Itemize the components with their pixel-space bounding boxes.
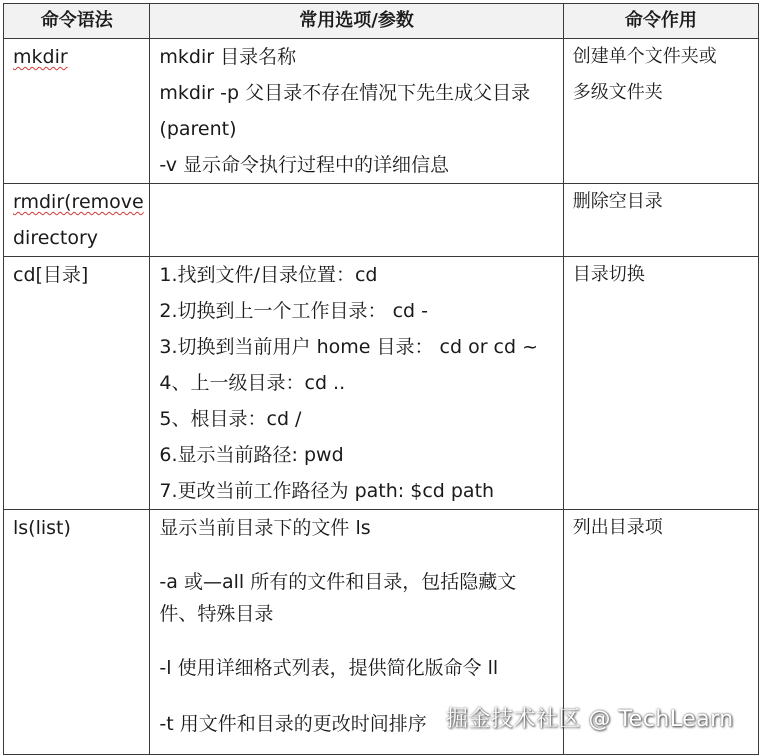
option-line: 5、根目录：cd / [159, 408, 302, 430]
cell-syntax [4, 257, 150, 510]
option-line: -v 显示命令执行过程中的详细信息 [159, 154, 450, 176]
syntax-line: ls(list) [13, 517, 71, 539]
purpose-line: 创建单个文件夹或 [572, 46, 717, 67]
option-line: 1.找到文件/目录位置：cd [159, 264, 378, 286]
table-row [4, 257, 759, 510]
syntax-line: directory [13, 227, 98, 249]
option-line: 3.切换到当前用户 home 目录： cd or cd ~ [159, 336, 539, 358]
option-line: (parent) [159, 118, 237, 140]
option-line: mkdir 目录名称 [159, 46, 297, 68]
cell-options [150, 257, 563, 510]
option-line: -t 用文件和目录的更改时间排序 [159, 713, 427, 735]
watermark: 掘金技术社区 @ TechLearn [446, 707, 734, 732]
option-line: 6.显示当前路径: pwd [159, 444, 344, 466]
cell-purpose [563, 184, 758, 257]
purpose-line: 多级文件夹 [572, 82, 663, 103]
cell-options [150, 39, 563, 184]
purpose-line: 目录切换 [572, 264, 645, 285]
purpose-line: 删除空目录 [572, 191, 663, 212]
header-syntax: 命令语法 [4, 4, 150, 39]
option-line: 7.更改当前工作路径为 path: $cd path [159, 480, 495, 502]
header-purpose: 命令作用 [563, 4, 758, 39]
cell-options [150, 184, 563, 257]
header-row [4, 4, 759, 39]
cell-purpose [563, 39, 758, 184]
syntax-line: cd[目录] [13, 264, 89, 286]
cell-purpose [563, 257, 758, 510]
option-line: mkdir -p 父目录不存在情况下先生成父目录 [159, 82, 531, 104]
table-row [4, 184, 759, 257]
purpose-line: 列出目录项 [572, 517, 663, 538]
option-line: 2.切换到上一个工作目录： cd - [159, 300, 428, 322]
syntax-line: rmdir(remove [13, 191, 144, 213]
table-row [4, 39, 759, 184]
option-line: 显示当前目录下的文件 ls [159, 517, 371, 539]
cell-syntax [4, 510, 150, 755]
option-line: -l 使用详细格式列表，提供简化版命令 ll [159, 657, 499, 679]
cell-syntax [4, 39, 150, 184]
syntax-line: mkdir [13, 46, 68, 68]
option-line: 4、上一级目录：cd .. [159, 372, 346, 394]
command-table [3, 3, 759, 755]
header-options: 常用选项/参数 [150, 4, 563, 39]
option-line: -a 或—all 所有的文件和目录，包括隐藏文件、特殊目录 [159, 571, 517, 625]
cell-syntax [4, 184, 150, 257]
